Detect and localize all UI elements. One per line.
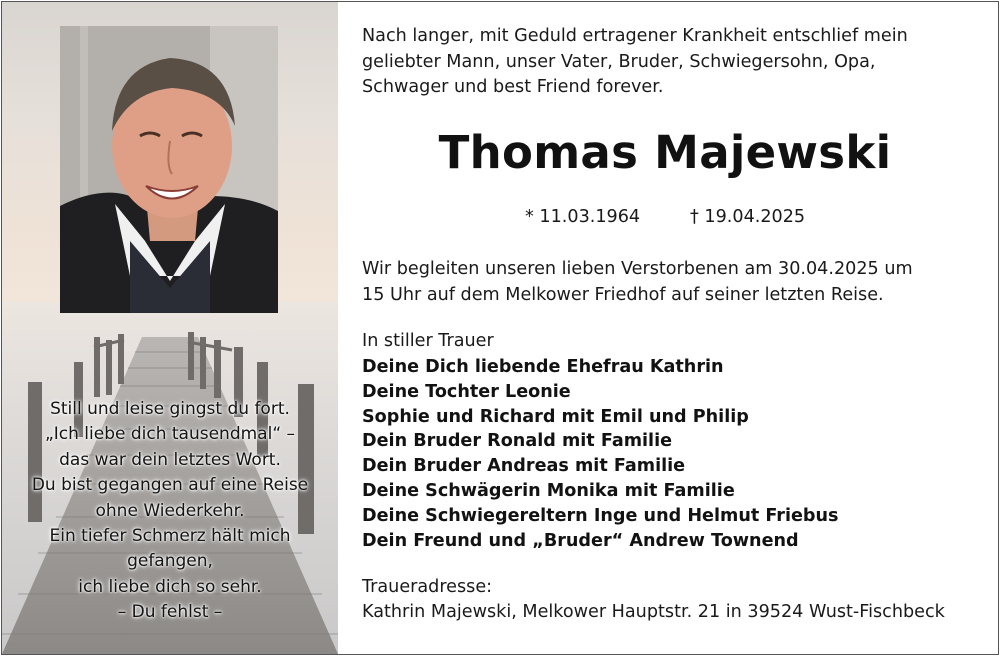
mourner-item: Sophie und Richard mit Emil und Philip (362, 406, 749, 427)
portrait-image (60, 26, 278, 313)
poem-line: das war dein letztes Wort. (59, 449, 281, 470)
mourner-item: Dein Freund und „Bruder“ Andrew Townend (362, 530, 799, 551)
ceremony-text (362, 257, 913, 308)
poem (2, 397, 338, 626)
intro-line: Nach langer, mit Geduld ertragener Krankheit entschlief mein (362, 26, 908, 46)
death-date: † 19.04.2025 (690, 207, 806, 227)
mourners-list (362, 355, 839, 553)
mourner-item: Deine Schwiegereltern Inge und Helmut Friebus (362, 505, 839, 526)
mourner-item: Deine Dich liebende Ehefrau Kathrin (362, 357, 724, 377)
poem-line: Ein tiefer Schmerz hält mich (49, 526, 291, 547)
left-image-panel (2, 2, 338, 654)
intro-text (362, 24, 982, 101)
mourner-item: Dein Bruder Ronald mit Familie (362, 431, 673, 452)
poem-line: ich liebe dich so sehr. (78, 576, 262, 597)
ceremony-line: 15 Uhr auf dem Melkower Friedhof auf seiner letzten Reise. (362, 284, 884, 305)
intro-line: geliebter Mann, unser Vater, Bruder, Schwiegersohn, Opa, (362, 51, 876, 72)
poem-line: Du bist gegangen auf eine Reise (31, 475, 309, 496)
mourning-label: In stiller Trauer (362, 331, 494, 351)
poem-line: – Du fehlst – (117, 602, 223, 623)
poem-line: ohne Wiederkehr. (95, 500, 245, 521)
poem-line: „Ich liebe dich tausendmal“ – (44, 424, 296, 445)
poem-line: Still und leise gingst du fort. (50, 399, 290, 419)
mourner-item: Dein Bruder Andreas mit Familie (362, 456, 686, 477)
intro-line: Schwager und best Friend forever. (362, 77, 664, 97)
mourner-item: Deine Schwägerin Monika mit Familie (362, 480, 735, 501)
portrait-photo (60, 26, 278, 313)
address-text: Kathrin Majewski, Melkower Hauptstr. 21 in 39524 Wust-Fischbeck (362, 602, 945, 622)
poem-line: gefangen, (127, 551, 213, 572)
address-label: Traueradresse: (362, 577, 493, 597)
obituary-notice (1, 1, 999, 655)
deceased-name: Thomas Majewski (438, 126, 892, 179)
birth-date: * 11.03.1964 (525, 207, 641, 227)
mourner-item: Deine Tochter Leonie (362, 381, 571, 402)
ceremony-line: Wir begleiten unseren lieben Verstorbenen am 30.04.2025 um (362, 259, 913, 279)
